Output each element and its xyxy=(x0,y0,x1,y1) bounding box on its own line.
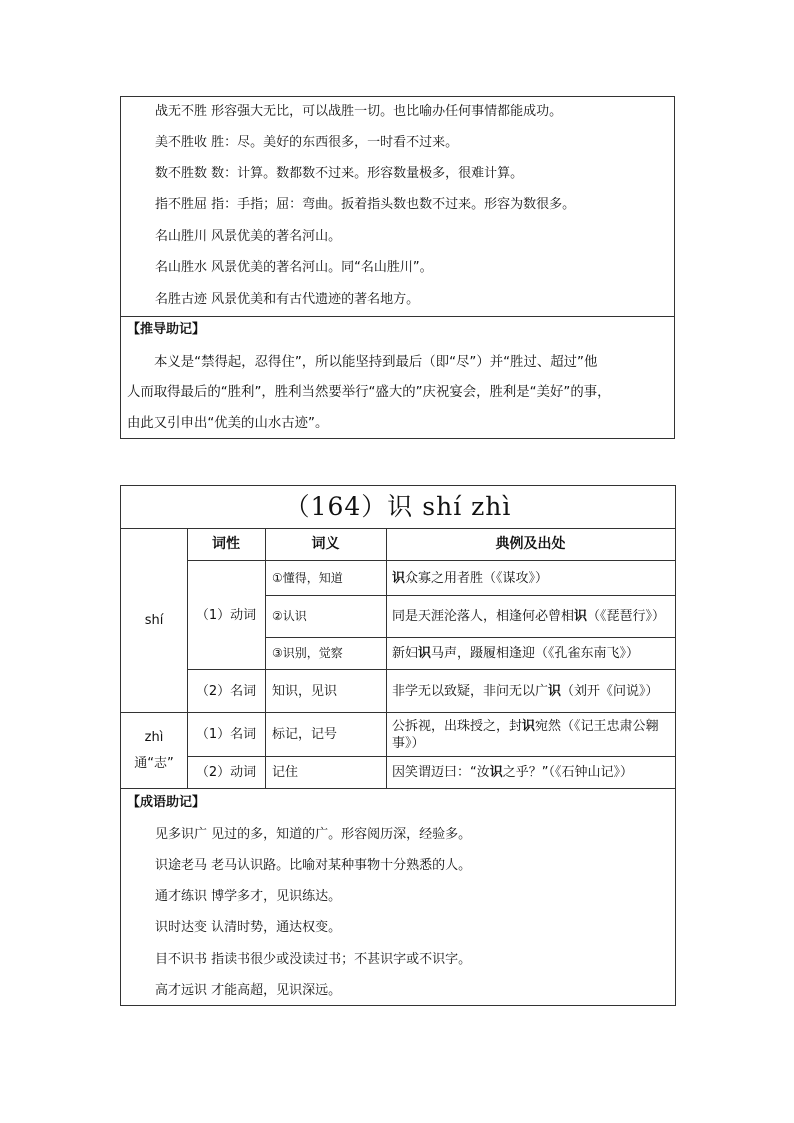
idiom-gloss: 指：手指；屈：弯曲。扳着指头数也数不过来。形容为数很多。 xyxy=(211,197,576,212)
meaning-cell: ①懂得，知道 xyxy=(272,570,343,585)
example-keyword: 识 xyxy=(418,646,432,661)
pos-cell: （1）动词 xyxy=(195,607,257,623)
idiom-term: 战无不胜 xyxy=(155,104,208,119)
example-text: （刘开《问说》） xyxy=(561,683,659,699)
idiom-term: 名山胜川 xyxy=(155,229,208,244)
example-text: （《琵琶行》） xyxy=(587,609,666,624)
idiom-term: 指不胜屈 xyxy=(155,197,208,212)
pos-cell: （1）名词 xyxy=(195,727,257,742)
example-keyword: 识 xyxy=(574,609,588,624)
idiom-gloss: 指读书很少或没读过书；不甚识字或不识字。 xyxy=(211,952,472,967)
divider xyxy=(386,528,387,788)
derivation-line: 本义是“禁得起，忍得住”，所以能坚持到最后（即“尽”）并“胜过、超过”他 xyxy=(154,355,598,370)
meaning-cell: ②认识 xyxy=(272,609,307,623)
divider xyxy=(265,528,266,788)
meaning-cell: 标记，记号 xyxy=(272,727,338,742)
idiom-gloss: 才能高超，见识深远。 xyxy=(211,983,342,998)
idiom-gloss: 风景优美的著名河山。 xyxy=(211,229,342,244)
example-cell xyxy=(392,757,674,788)
example-cell xyxy=(392,670,674,712)
idiom-gloss: 风景优美和有古代遗迹的著名地方。 xyxy=(211,292,420,307)
idiom-term: 数不胜数 xyxy=(155,166,208,181)
meaning-cell: ③识别，觉察 xyxy=(272,646,343,660)
top-card xyxy=(120,96,675,439)
idiom-entry xyxy=(155,258,433,278)
idiom-term: 见多识广 xyxy=(155,827,208,842)
divider xyxy=(121,316,674,317)
reading-zhi xyxy=(121,713,187,788)
idiom-entry xyxy=(155,133,458,153)
example-keyword: 识 xyxy=(548,683,562,699)
example-text: 宛然（《记王忠肃公翱事》） xyxy=(392,718,659,751)
idiom-entry xyxy=(155,918,341,938)
pos-cell: （2）名词 xyxy=(195,683,257,699)
idiom-gloss: 认清时势，通达权变。 xyxy=(211,920,342,935)
derivation-label: 【推导助记】 xyxy=(127,322,206,337)
idiom-gloss: 形容强大无比，可以战胜一切。也比喻办任何事情都能成功。 xyxy=(211,104,563,119)
idiom-gloss: 见过的多，知道的广。形容阅历深，经验多。 xyxy=(211,827,472,842)
idiom-gloss: 博学多才，见识练达。 xyxy=(211,889,342,904)
idiom-gloss: 胜：尽。美好的东西很多，一时看不过来。 xyxy=(211,135,459,150)
meaning-cell: 记住 xyxy=(272,765,299,780)
idiom-term: 名胜古迹 xyxy=(155,292,208,307)
example-cell xyxy=(392,561,674,595)
idiom-term: 美不胜收 xyxy=(155,135,208,150)
derivation-line: 由此又引申出“优美的山水古迹”。 xyxy=(127,416,329,431)
idiom-term: 目不识书 xyxy=(155,952,208,967)
idiom-term: 名山胜水 xyxy=(155,260,208,275)
idiom-term: 识时达变 xyxy=(155,920,208,935)
example-text: 众寡之用者胜（《谋攻》） xyxy=(405,570,549,586)
example-text: 新妇 xyxy=(392,646,419,661)
example-text: 公拆视，出珠授之，封 xyxy=(392,718,523,734)
example-text: 马声，蹑履相逢迎（《孔雀东南飞》） xyxy=(431,646,640,661)
header-example: 典例及出处 xyxy=(495,536,566,552)
idiom-entry xyxy=(155,825,471,845)
meaning-cell: 知识，见识 xyxy=(272,683,338,699)
example-text: 因笑谓迈曰：“汝 xyxy=(392,765,490,780)
idiom-entry xyxy=(155,290,419,310)
example-text: 之乎？”（《石钟山记》） xyxy=(502,765,634,780)
example-keyword: 识 xyxy=(522,718,536,734)
idiom-section-label: 【成语助记】 xyxy=(127,795,206,810)
reading-pinyin: zhì xyxy=(144,730,164,745)
idiom-gloss: 老马认识路。比喻对某种事物十分熟悉的人。 xyxy=(211,858,472,873)
idiom-entry xyxy=(155,227,341,247)
idiom-gloss: 风景优美的著名河山。同“名山胜川”。 xyxy=(211,260,433,275)
idiom-term: 通才练识 xyxy=(155,889,208,904)
entry-card xyxy=(120,485,676,1006)
entry-title: （164）识 shí zhì xyxy=(284,492,512,521)
idiom-entry xyxy=(155,102,562,122)
idiom-entry xyxy=(155,856,471,876)
example-text: 同是天涯沦落人，相逢何必曾相 xyxy=(392,609,575,624)
example-text: 非学无以致疑，非问无以广 xyxy=(392,683,549,699)
reading-note: 通“志” xyxy=(134,756,174,771)
idiom-term: 高才远识 xyxy=(155,983,208,998)
idiom-entry xyxy=(155,195,575,215)
example-keyword: 识 xyxy=(392,570,406,586)
example-cell xyxy=(392,596,674,637)
divider xyxy=(121,788,675,789)
header-pos: 词性 xyxy=(212,536,240,552)
idiom-gloss: 数：计算。数都数不过来。形容数量极多，很难计算。 xyxy=(211,166,524,181)
idiom-entry xyxy=(155,981,341,1001)
idiom-entry xyxy=(155,164,523,184)
example-cell xyxy=(392,713,674,756)
pos-cell: （2）动词 xyxy=(195,765,257,780)
reading-shi xyxy=(121,529,187,712)
idiom-entry xyxy=(155,887,341,907)
derivation-line: 人而取得最后的“胜利”，胜利当然要举行“盛大的”庆祝宴会，胜利是“美好”的事， xyxy=(127,385,611,400)
example-keyword: 识 xyxy=(489,765,503,780)
example-cell xyxy=(392,638,674,669)
reading-pinyin: shí xyxy=(144,613,164,628)
idiom-entry xyxy=(155,950,471,970)
idiom-term: 识途老马 xyxy=(155,858,208,873)
header-meaning: 词义 xyxy=(311,536,340,552)
